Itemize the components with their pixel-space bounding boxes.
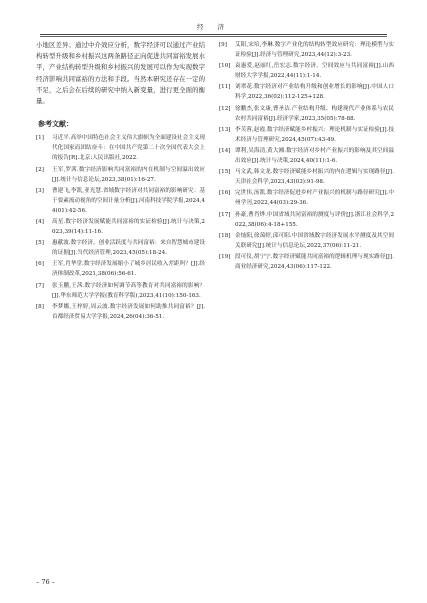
reference-text: 习近平.高举中国特色社会主义伟大旗帜为全面建设社会主义现代化国家而团结奋斗：在中国共产党第二十次全国代表大会上的报告[R].北京:人民出版社,2022. bbox=[52, 135, 205, 162]
right-column bbox=[219, 40, 394, 273]
reference-item bbox=[219, 231, 394, 251]
reference-number: [17] bbox=[219, 211, 231, 218]
reference-text: 李芙蓉,赵霞.数字经济赋能乡村振兴：理论机制与实证检验[J].技术经济与管理研究,2024,45(07):43-49. bbox=[235, 126, 394, 143]
reference-text: 段可仪,胡宁宁.数字经济赋能共同富裕的逻辑机理与现实路径[J].商业经济研究,2024,43(06):117-122. bbox=[235, 253, 394, 270]
reference-text: 艾阳,宋培,李琳.数字产业化的结构转型效应研究：理论模型与实证检验[J].经济与管理研究,2023,44(12):3-23. bbox=[235, 42, 394, 59]
reference-text: 袁惠爱,赵丽红,岳宏志.数字经济、空间效应与共同富裕[J].山西财经大学学报,2022,44(11):1-14. bbox=[235, 63, 394, 80]
reference-number: [5] bbox=[36, 240, 44, 247]
left-column bbox=[36, 40, 205, 323]
reference-item bbox=[219, 104, 394, 124]
reference-number: [13] bbox=[219, 126, 231, 133]
reference-text: 李梦娜,王梓婷,周云波.数字经济发展如何助推共同富裕？[J].首都经济贸易大学学报,2024,26(04):36-51. bbox=[52, 303, 205, 320]
reference-item bbox=[36, 133, 205, 163]
reference-item bbox=[219, 61, 394, 81]
reference-item bbox=[36, 238, 205, 258]
reference-number: [19] bbox=[219, 253, 231, 260]
reference-item bbox=[219, 210, 394, 230]
reference-number: [1] bbox=[36, 135, 44, 142]
reference-item bbox=[219, 146, 394, 166]
reference-number: [4] bbox=[36, 218, 44, 225]
header-rule-thick bbox=[40, 34, 387, 35]
reference-number: [10] bbox=[219, 63, 231, 70]
reference-number: [6] bbox=[36, 261, 44, 268]
reference-number: [18] bbox=[219, 232, 231, 239]
reference-number: [12] bbox=[219, 105, 231, 112]
header-rule-thin bbox=[40, 36, 387, 37]
reference-number: [2] bbox=[36, 166, 44, 173]
reference-number: [3] bbox=[36, 187, 44, 194]
reference-item bbox=[219, 188, 394, 208]
reference-text: 曹建飞,李凯,亚光慧.省域数字经济对共同富裕的影响研究：基于要素流动视角的空间计量分析[J].河南科技学院学报,2024,44(01):42-56. bbox=[52, 187, 205, 214]
references-heading: 参考文献： bbox=[38, 120, 73, 129]
reference-text: 金灿阳,徐蔼婷,邱可阳.中国省域数字经济发展水平测度及其空间关联研究[J].统计与信息论坛,2022,37(06):11-21. bbox=[235, 232, 394, 249]
conclusion-paragraph: 小地区差异；通过中介效应分析，数字经济可以通过产业结构转型升级和乡村振兴这两条路径正向促进共同富裕发展水平，产业结构转型升级和乡村振兴的发展可以作为实现数字经济影响共同富裕的方法和手段。当然本研究还存在一定的不足，之后会在后续的研究中纳入新变量，进行更全面的衡量。 bbox=[36, 41, 205, 106]
reference-text: 孙豪,曹肖烨.中国省域共同富裕的测度与评价[J].浙江社会科学,2022,38(06):4-18+155. bbox=[235, 211, 394, 228]
reference-item bbox=[219, 167, 394, 187]
reference-item bbox=[219, 40, 394, 60]
reference-number: [8] bbox=[36, 303, 44, 310]
reference-item bbox=[36, 217, 205, 237]
reference-item bbox=[219, 125, 394, 145]
reference-number: [11] bbox=[219, 84, 231, 91]
reference-number: [7] bbox=[36, 282, 44, 289]
reference-number: [9] bbox=[219, 42, 227, 48]
reference-text: 惠献波.数字经济、创业活跃度与共同富裕：来自智慧城市建设的证据[J].当代经济管理,2023,45(05):18-24. bbox=[52, 240, 205, 257]
reference-item bbox=[36, 281, 205, 301]
reference-item bbox=[219, 82, 394, 102]
reference-text: 王军,罗茜.数字经济影响共同富裕的内在机制与空间溢出效应[J].统计与信息论坛,2023,38(01):16-27. bbox=[52, 166, 205, 183]
reference-number: [14] bbox=[219, 147, 231, 154]
reference-item bbox=[36, 165, 205, 185]
reference-text: 徐鹏杰,张文康,曹圣洁.产业结构升级、构建现代产业体系与农民农村共同富裕[J].经济学家,2023,35(05):78-88. bbox=[235, 105, 394, 122]
reference-item bbox=[36, 259, 205, 279]
reference-text: 马文武,韩文龙.数字经济赋能乡村振兴的内在逻辑与实现路径[J].天津社会科学,2023,43(03):91-98. bbox=[235, 169, 394, 186]
reference-number: [16] bbox=[219, 190, 231, 197]
reference-list-right bbox=[219, 40, 394, 272]
header-section-label: 经 济 bbox=[196, 23, 231, 31]
reference-text: 王军,肖华堂.数字经济发展缩小了城乡居民收入差距吗？[J].经济体制改革,2021,38(06):56-61. bbox=[52, 261, 205, 278]
reference-text: 刘翠花.数字经济对产业结构升级和创业增长的影响[J].中国人口科学,2022,36(02):112-125+128. bbox=[235, 84, 394, 101]
reference-text: 谭利,吴海清,黄大湘.数字经济对乡村产业振兴的影响及其空间溢出效应[J].统计与决策,2024,40(11):1-6. bbox=[235, 147, 394, 165]
reference-item bbox=[219, 252, 394, 272]
reference-text: 张玉鹏,王茜.数字经济如何调节高等教育对共同富裕的影响？[J].华东师范大学学报(教育科学版),2023,41(10):150-163. bbox=[52, 282, 205, 299]
page-number: – 76 – bbox=[36, 578, 55, 586]
reference-list-left bbox=[36, 133, 205, 322]
reference-text: 完世伟,汤凯.数字经济促进乡村产业振兴的机制与路径研究[J].中州学刊,2022,44(03):29-36. bbox=[235, 190, 394, 207]
reference-text: 高星.数字经济发展赋能共同富裕的实证检验[J].统计与决策,2023,39(14):11-16. bbox=[52, 218, 205, 236]
reference-item bbox=[36, 186, 205, 216]
reference-item bbox=[36, 302, 205, 322]
reference-number: [15] bbox=[219, 169, 231, 176]
